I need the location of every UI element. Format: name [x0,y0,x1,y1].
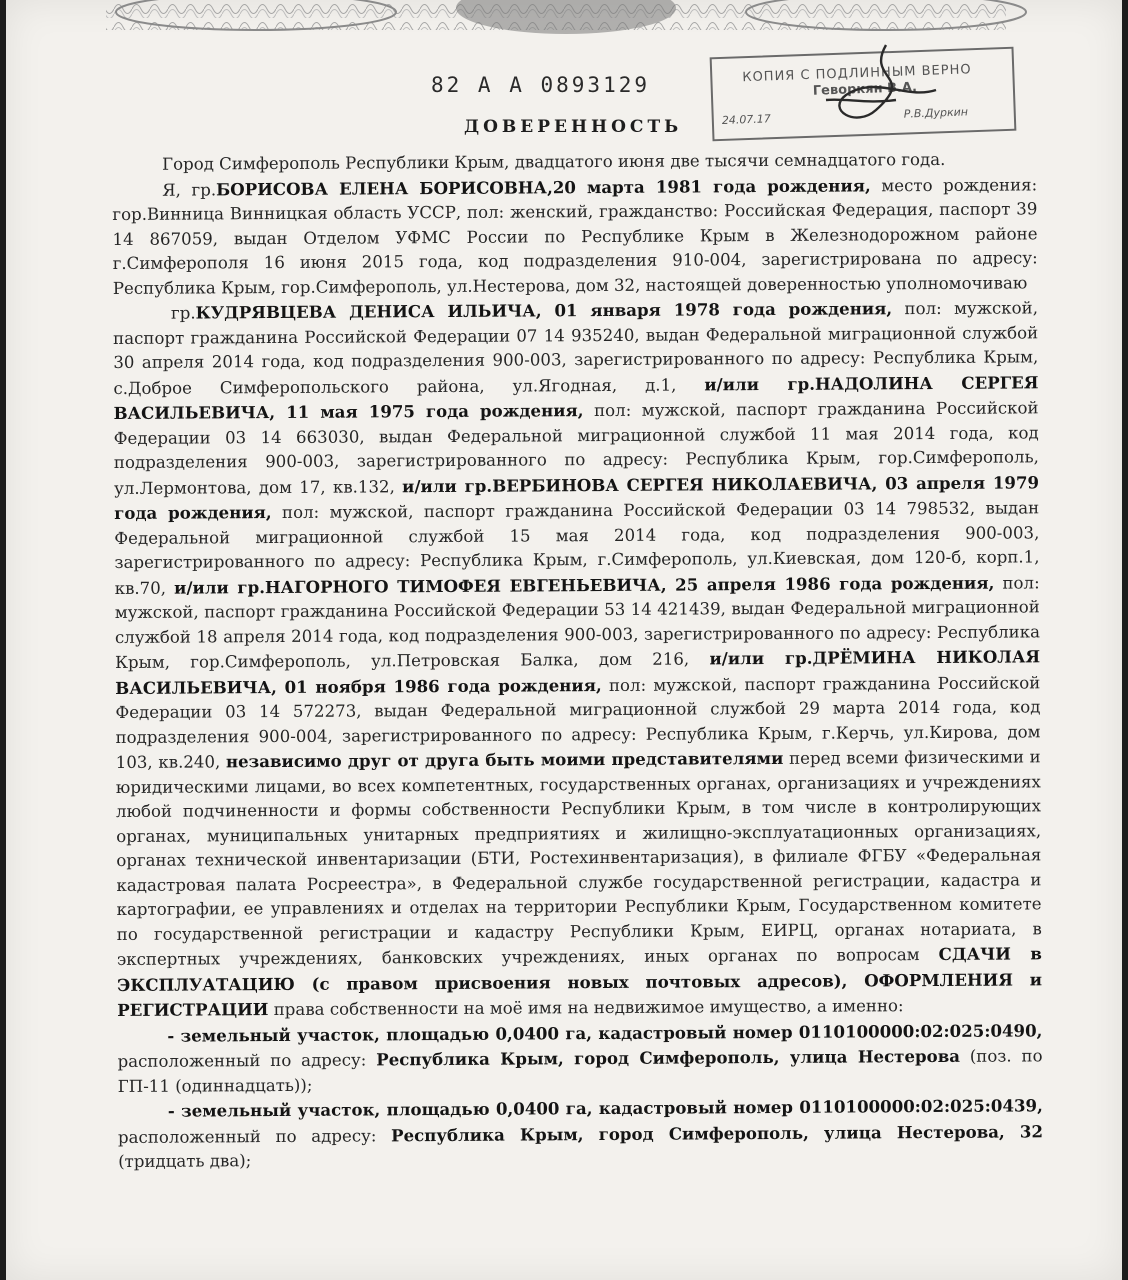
city-date-line: Город Симферополь Республики Крым, двадцатого июня две тысячи семнадцатого года. [162,149,946,174]
item-1-lead: - земельный участок, площадью 0,0400 га, кадастровый номер 0110100000:02:025:0490, [167,1019,1043,1046]
agent-3-name: ВЕРБИНОВА СЕРГЕЯ НИКОЛАЕВИЧА, 03 апреля 1979 года рождения, [114,471,1040,523]
scope-text-b: СДАЧИ в ЭКСПЛУАТАЦИЮ (с правом присвоения новых почтовых адресов), ОФОРМЛЕНИЯ и РЕГИСТРАЦИИ [117,943,1043,1020]
ornament-header-decoration [6,0,1122,40]
stamp-date: 24.07.17 [721,112,772,127]
agent-1-prefix: гр. [170,303,196,323]
agent-4-join: и/или гр. [174,576,266,598]
principal-details: место рождения: гор.Винница Винницкая область УССР, пол: женский, гражданство: Российская Федерация, паспорт 39 14 867059, выдан Отделом УФМС России по Республике Крым в Железнодорожном районе г.Симферополя 16 июня 2015 года, код подразделения 910-004, зарегистрирована по адресу: Республика Крым, гор.Симферополь, ул.Нестерова, дом 32, настоящей доверенностью уполномочиваю [112,174,1038,298]
property-item-2 [118,1093,1043,1174]
document-serial-number: 82 А А 0893129 [431,73,651,97]
document-page [6,0,1122,1280]
agent-3-details: пол: мужской, паспорт гражданина Российской Федерации 03 14 798532, выдан Федеральной миграционной службой 15 мая 2014 года, код подразделения 900-003, зарегистрированного по адресу: Республика Крым, г.Симферополь, ул.Киевская, дом 120-б, корп.1, кв.70, [114,498,1040,598]
agent-4-details: пол: мужской, паспорт гражданина Российской Федерации 53 14 421439, выдан Федеральной миграционной службой 18 апреля 2014 года, код подразделения 900-003, зарегистрированного по адресу: Республика Крым, гор.Симферополь, ул.Петровская Балка, дом 216, [114,572,1040,672]
item-1-tail: (поз. по ГП-11 (одиннадцать)); [117,1046,1043,1096]
mandate-text: независимо друг от друга быть моими представителями [225,747,784,772]
document-body [112,147,1043,1174]
scope-text-a: перед всеми физическими и юридическими лицами, во всех компетентных, государственных органах, организациях и учреждениях любой подчиненности и формы собственности Республики Крым, в том числе в контролирующих органах, муниципальных унитарных предприятиях и жилищно-эксплуатационных организациях, органах технической инвентаризации (БТИ, Ростехинвентаризация), в филиале ФГБУ «Федеральная кадастровая палата Росреестра», в Федеральной службе государственной регистрации, кадастра и картографии, ее управлениях и отделах на территории Республики Крым, Государственном комитете по государственной регистрации и кадастру Республики Крым, ЕИРЦ, органах нотариата, в экспертных учреждениях, банковских учреждениях, иных органах по вопросам [115,747,1042,969]
stamp-line-1: КОПИЯ С ПОДЛИННЫМ ВЕРНО [742,62,972,86]
item-1-loc: расположенный по адресу: [117,1050,377,1071]
item-2-tail: (тридцать два); [118,1151,252,1171]
item-2-loc: расположенный по адресу: [117,1125,392,1147]
agent-1-details: пол: мужской, паспорт гражданина Российской Федерации 07 14 935240, выдан Федеральной миграционной службой 30 апреля 2014 года, код подразделения 900-003, зарегистрированного по адресу: Республика Крым, с.Доброе Симферопольского района, ул.Ягодная, д.1, [113,298,1039,398]
principal-paragraph [112,172,1038,301]
item-1-address: Республика Крым, город Симферополь, улица Нестерова [376,1045,961,1070]
agents-paragraph [113,295,1042,1023]
agent-5-details: пол: мужской, паспорт гражданина Российской Федерации 03 14 572273, выдан Федеральной миграционной службой 29 марта 2014 года, код подразделения 900-004, зарегистрированного по адресу: Республика Крым, г.Керчь, ул.Кирова, дом 103, кв.240, [115,672,1041,772]
agent-5-join: и/или гр. [709,647,813,669]
agent-2-join: и/или гр. [704,373,816,394]
signature-scribble [766,40,969,130]
property-item-1 [117,1018,1042,1099]
agent-2-name: НАДОЛИНА СЕРГЕЯ ВАСИЛЬЕВИЧА, 11 мая 1975 года рождения, [113,371,1039,423]
principal-prefix: Я, гр. [162,179,217,200]
scope-text-c: права собственности на моё имя на недвижимое имущество, а именно: [268,996,904,1020]
agent-1-name: КУДРЯВЦЕВА ДЕНИСА ИЛЬИЧА, 01 января 1978 года рождения, [195,298,893,323]
agent-5-name: ДРЁМИНА НИКОЛАЯ ВАСИЛЬЕВИЧА, 01 ноября 1986 года рождения, [115,646,1041,698]
document-title: ДОВЕРЕННОСТЬ [464,117,683,137]
principal-name: БОРИСОВА ЕЛЕНА БОРИСОВНА,20 марта 1981 года рождения, [216,174,871,199]
agent-2-details: пол: мужской, паспорт гражданина Российской Федерации 03 14 663030, выдан Федеральной миграционной службой 11 мая 2014 года, код подразделения 900-003, зарегистрированного по адресу: Республика Крым, гор.Симферополь, ул.Лермонтова, дом 17, кв.132, [113,398,1039,498]
stamp-signer: Р.В.Дуркин [903,105,969,121]
agent-4-name: НАГОРНОГО ТИМОФЕЯ ЕВГЕНЬЕВИЧА, 25 апреля 1986 года рождения, [264,572,995,597]
agent-3-join: и/или гр. [402,475,493,496]
item-2-address: Республика Крым, город Симферополь, улица Нестерова, 32 [391,1120,1044,1145]
item-2-lead: - земельный участок, площадью 0,0400 га, кадастровый номер 0110100000:02:025:0439, [167,1095,1043,1121]
stamp-line-2: Геворкян В.А. [812,80,918,99]
